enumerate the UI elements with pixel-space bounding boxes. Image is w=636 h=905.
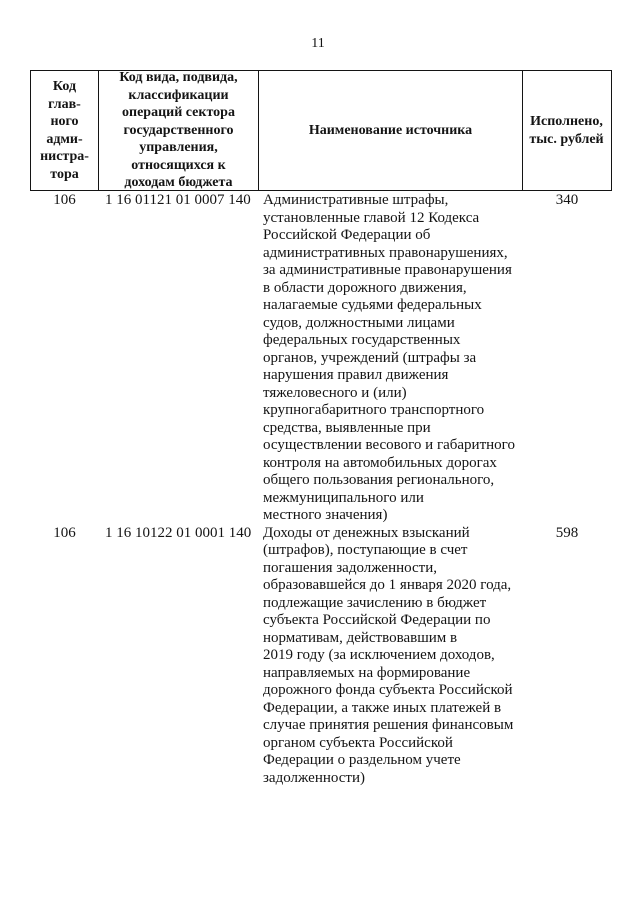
source-name-cell: Административные штрафы, установленные главой 12 Кодекса Российской Федерации об административных правонарушениях, за административные правонарушения в области дорожного движения, налагаемые судьями федеральных судов, должностными лицами федеральных государственных органов, учреждений (штрафы за нарушения правил движения тяжеловесного и (или) крупногабаритного транспортного средства, выявленные при осуществлении весового и габаритного контроля на автомобильных дорогах общего пользования регионального, межмуниципального или местного значения) (263, 192, 515, 523)
header-admin-code: Код глав- ного адми- нистра- тора (31, 71, 99, 190)
header-classification-code: Код вида, подвида, классификации операций сектора государственного управления, относящихся к доходам бюджета (99, 71, 259, 190)
executed-cell: 340 (555, 192, 579, 208)
classification-code-cell: 1 16 01121 01 0007 140 (105, 192, 251, 208)
table-row (30, 192, 612, 525)
admin-code-cell: 106 (53, 524, 76, 541)
executed-cell: 598 (555, 524, 579, 541)
table-body (30, 191, 612, 787)
table-header (30, 70, 612, 191)
header-executed: Исполнено, тыс. рублей (529, 114, 604, 147)
classification-code-cell: 1 16 10122 01 0001 140 (105, 524, 252, 541)
revenue-table (30, 70, 612, 787)
header-source-name: Наименование источника (259, 71, 523, 190)
source-name-cell: Доходы от денежных взысканий (штрафов), поступающие в счет погашения задолженности, образовавшейся до 1 января 2020 года, подлежащие зачислению в бюджет субъекта Российской Федерации по нормативам, действовавшим в 2019 году (за исключением доходов, направляемых на формирование дорожного фонда субъекта Российской Федерации, а также иных платежей в случае принятия решения финансовым органом субъекта Российской Федерации о раздельном учете задолженности) (263, 524, 514, 786)
page-number: 11 (311, 36, 325, 51)
admin-code-cell: 106 (53, 192, 76, 208)
table-row (30, 525, 612, 788)
